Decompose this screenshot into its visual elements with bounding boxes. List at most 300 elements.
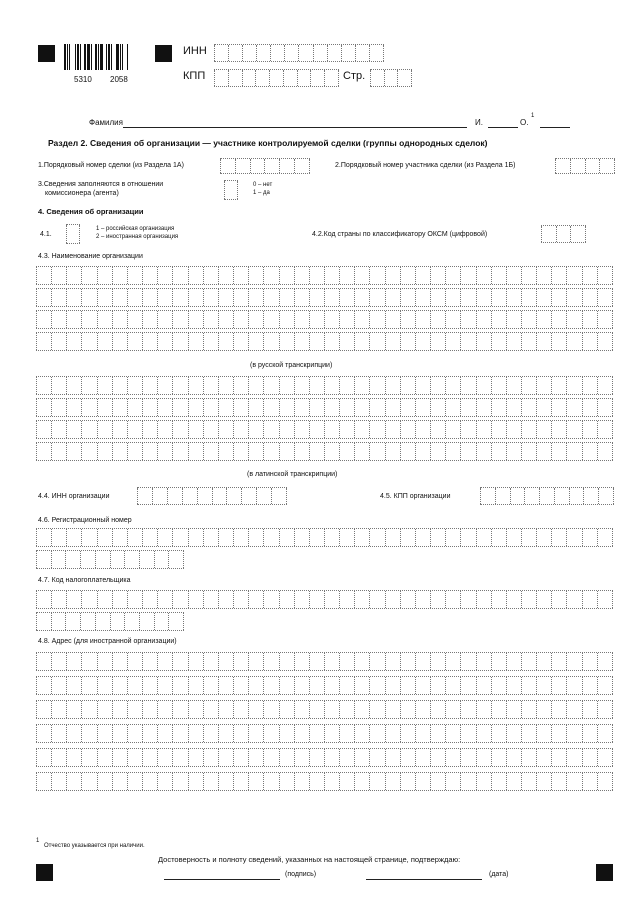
input-cell[interactable]	[521, 443, 536, 460]
input-cell[interactable]	[297, 70, 311, 86]
input-cell[interactable]	[385, 749, 400, 766]
input-cell[interactable]	[354, 529, 369, 546]
input-cell[interactable]	[142, 529, 157, 546]
input-cell[interactable]	[445, 421, 460, 438]
input-cell[interactable]	[476, 653, 491, 670]
input-cell[interactable]	[294, 725, 309, 742]
input-cell[interactable]	[521, 377, 536, 394]
f48-address-row[interactable]	[36, 772, 613, 791]
input-cell[interactable]	[218, 333, 233, 350]
input-cell[interactable]	[506, 311, 521, 328]
input-cell[interactable]	[203, 267, 218, 284]
input-cell[interactable]	[97, 677, 112, 694]
input-cell[interactable]	[81, 421, 96, 438]
input-cell[interactable]	[51, 677, 66, 694]
input-cell[interactable]	[582, 591, 597, 608]
input-cell[interactable]	[309, 725, 324, 742]
input-cell[interactable]	[506, 377, 521, 394]
input-cell[interactable]	[142, 653, 157, 670]
input-cell[interactable]	[400, 377, 415, 394]
input-cell[interactable]	[551, 443, 566, 460]
input-cell[interactable]	[324, 443, 339, 460]
input-cell[interactable]	[415, 399, 430, 416]
input-cell[interactable]	[157, 333, 172, 350]
input-cell[interactable]	[203, 749, 218, 766]
input-cell[interactable]	[415, 749, 430, 766]
input-cell[interactable]	[203, 591, 218, 608]
input-cell[interactable]	[112, 377, 127, 394]
input-cell[interactable]	[81, 591, 96, 608]
input-cell[interactable]	[566, 311, 581, 328]
input-cell[interactable]	[354, 653, 369, 670]
input-cell[interactable]	[415, 677, 430, 694]
input-cell[interactable]	[233, 591, 248, 608]
input-cell[interactable]	[324, 677, 339, 694]
input-cell[interactable]	[65, 613, 80, 630]
input-cell[interactable]	[97, 653, 112, 670]
input-cell[interactable]	[127, 399, 142, 416]
input-cell[interactable]	[255, 70, 269, 86]
input-cell[interactable]	[551, 421, 566, 438]
input-cell[interactable]	[172, 421, 187, 438]
input-cell[interactable]	[233, 653, 248, 670]
input-cell[interactable]	[582, 653, 597, 670]
input-cell[interactable]	[188, 701, 203, 718]
input-cell[interactable]	[294, 159, 310, 173]
input-cell[interactable]	[506, 289, 521, 306]
input-cell[interactable]	[385, 773, 400, 790]
input-cell[interactable]	[188, 529, 203, 546]
input-cell[interactable]	[81, 653, 96, 670]
input-cell[interactable]	[157, 529, 172, 546]
input-cell[interactable]	[582, 333, 597, 350]
input-cell[interactable]	[36, 677, 51, 694]
input-cell[interactable]	[445, 677, 460, 694]
input-cell[interactable]	[476, 421, 491, 438]
input-cell[interactable]	[324, 653, 339, 670]
input-cell[interactable]	[339, 773, 354, 790]
input-cell[interactable]	[309, 591, 324, 608]
f43-russian-row[interactable]	[36, 266, 613, 285]
input-cell[interactable]	[536, 421, 551, 438]
input-cell[interactable]	[263, 311, 278, 328]
input-cell[interactable]	[339, 421, 354, 438]
f46-field-row2[interactable]	[36, 550, 184, 569]
input-cell[interactable]	[369, 529, 384, 546]
input-cell[interactable]	[218, 443, 233, 460]
input-cell[interactable]	[233, 377, 248, 394]
input-cell[interactable]	[400, 773, 415, 790]
input-cell[interactable]	[555, 159, 570, 173]
input-cell[interactable]	[188, 399, 203, 416]
input-cell[interactable]	[309, 377, 324, 394]
input-cell[interactable]	[36, 267, 51, 284]
input-cell[interactable]	[536, 311, 551, 328]
input-cell[interactable]	[536, 591, 551, 608]
input-cell[interactable]	[188, 289, 203, 306]
input-cell[interactable]	[369, 443, 384, 460]
input-cell[interactable]	[203, 677, 218, 694]
input-cell[interactable]	[339, 267, 354, 284]
input-cell[interactable]	[554, 488, 569, 504]
input-cell[interactable]	[430, 289, 445, 306]
input-cell[interactable]	[385, 267, 400, 284]
input-cell[interactable]	[400, 267, 415, 284]
input-cell[interactable]	[154, 551, 169, 568]
input-cell[interactable]	[269, 70, 283, 86]
initial-o-line[interactable]	[540, 127, 570, 128]
input-cell[interactable]	[521, 333, 536, 350]
input-cell[interactable]	[172, 701, 187, 718]
input-cell[interactable]	[582, 701, 597, 718]
input-cell[interactable]	[263, 529, 278, 546]
input-cell[interactable]	[476, 725, 491, 742]
input-cell[interactable]	[369, 377, 384, 394]
input-cell[interactable]	[36, 551, 51, 568]
input-cell[interactable]	[324, 701, 339, 718]
input-cell[interactable]	[369, 267, 384, 284]
input-cell[interactable]	[476, 377, 491, 394]
input-cell[interactable]	[203, 529, 218, 546]
input-cell[interactable]	[415, 289, 430, 306]
input-cell[interactable]	[294, 267, 309, 284]
input-cell[interactable]	[279, 399, 294, 416]
input-cell[interactable]	[597, 677, 613, 694]
input-cell[interactable]	[521, 701, 536, 718]
input-cell[interactable]	[218, 267, 233, 284]
input-cell[interactable]	[218, 311, 233, 328]
input-cell[interactable]	[585, 159, 600, 173]
input-cell[interactable]	[172, 377, 187, 394]
input-cell[interactable]	[172, 289, 187, 306]
input-cell[interactable]	[172, 443, 187, 460]
input-cell[interactable]	[127, 773, 142, 790]
input-cell[interactable]	[279, 591, 294, 608]
input-cell[interactable]	[233, 749, 248, 766]
input-cell[interactable]	[400, 399, 415, 416]
input-cell[interactable]	[51, 311, 66, 328]
input-cell[interactable]	[263, 653, 278, 670]
input-cell[interactable]	[445, 267, 460, 284]
input-cell[interactable]	[66, 267, 81, 284]
input-cell[interactable]	[97, 529, 112, 546]
input-cell[interactable]	[51, 529, 66, 546]
input-cell[interactable]	[582, 677, 597, 694]
input-cell[interactable]	[248, 289, 263, 306]
input-cell[interactable]	[385, 399, 400, 416]
input-cell[interactable]	[324, 333, 339, 350]
input-cell[interactable]	[430, 529, 445, 546]
input-cell[interactable]	[127, 749, 142, 766]
input-cell[interactable]	[400, 333, 415, 350]
input-cell[interactable]	[279, 289, 294, 306]
input-cell[interactable]	[224, 181, 238, 199]
input-cell[interactable]	[400, 701, 415, 718]
input-cell[interactable]	[51, 749, 66, 766]
input-cell[interactable]	[112, 443, 127, 460]
input-cell[interactable]	[36, 529, 51, 546]
input-cell[interactable]	[491, 591, 506, 608]
input-cell[interactable]	[218, 591, 233, 608]
input-cell[interactable]	[248, 443, 263, 460]
f47-field-row2[interactable]	[36, 612, 184, 631]
input-cell[interactable]	[157, 377, 172, 394]
input-cell[interactable]	[566, 773, 581, 790]
surname-line[interactable]	[123, 127, 467, 128]
input-cell[interactable]	[460, 443, 475, 460]
input-cell[interactable]	[66, 773, 81, 790]
input-cell[interactable]	[415, 591, 430, 608]
input-cell[interactable]	[566, 529, 581, 546]
input-cell[interactable]	[521, 289, 536, 306]
input-cell[interactable]	[476, 529, 491, 546]
input-cell[interactable]	[97, 773, 112, 790]
input-cell[interactable]	[248, 267, 263, 284]
input-cell[interactable]	[51, 267, 66, 284]
input-cell[interactable]	[66, 421, 81, 438]
input-cell[interactable]	[97, 421, 112, 438]
input-cell[interactable]	[506, 701, 521, 718]
input-cell[interactable]	[582, 773, 597, 790]
input-cell[interactable]	[430, 267, 445, 284]
input-cell[interactable]	[294, 773, 309, 790]
input-cell[interactable]	[385, 701, 400, 718]
input-cell[interactable]	[551, 377, 566, 394]
f43-russian-row[interactable]	[36, 310, 613, 329]
input-cell[interactable]	[188, 677, 203, 694]
input-cell[interactable]	[385, 529, 400, 546]
input-cell[interactable]	[172, 311, 187, 328]
input-cell[interactable]	[324, 591, 339, 608]
input-cell[interactable]	[188, 591, 203, 608]
input-cell[interactable]	[339, 749, 354, 766]
input-cell[interactable]	[81, 749, 96, 766]
input-cell[interactable]	[157, 725, 172, 742]
input-cell[interactable]	[476, 289, 491, 306]
input-cell[interactable]	[430, 725, 445, 742]
input-cell[interactable]	[536, 443, 551, 460]
input-cell[interactable]	[566, 749, 581, 766]
input-cell[interactable]	[354, 399, 369, 416]
input-cell[interactable]	[51, 551, 66, 568]
input-cell[interactable]	[583, 488, 598, 504]
input-cell[interactable]	[339, 333, 354, 350]
input-cell[interactable]	[582, 377, 597, 394]
input-cell[interactable]	[354, 725, 369, 742]
input-cell[interactable]	[369, 773, 384, 790]
input-cell[interactable]	[551, 333, 566, 350]
input-cell[interactable]	[339, 529, 354, 546]
input-cell[interactable]	[597, 311, 613, 328]
f45-kpp-field[interactable]	[480, 487, 614, 505]
input-cell[interactable]	[354, 289, 369, 306]
input-cell[interactable]	[309, 399, 324, 416]
input-cell[interactable]	[112, 421, 127, 438]
input-cell[interactable]	[279, 333, 294, 350]
input-cell[interactable]	[36, 421, 51, 438]
input-cell[interactable]	[51, 443, 66, 460]
input-cell[interactable]	[127, 529, 142, 546]
input-cell[interactable]	[97, 333, 112, 350]
input-cell[interactable]	[279, 443, 294, 460]
input-cell[interactable]	[491, 725, 506, 742]
input-cell[interactable]	[324, 529, 339, 546]
input-cell[interactable]	[506, 399, 521, 416]
input-cell[interactable]	[248, 701, 263, 718]
input-cell[interactable]	[385, 333, 400, 350]
input-cell[interactable]	[248, 399, 263, 416]
input-cell[interactable]	[445, 289, 460, 306]
input-cell[interactable]	[506, 529, 521, 546]
input-cell[interactable]	[233, 529, 248, 546]
input-cell[interactable]	[597, 749, 613, 766]
input-cell[interactable]	[369, 591, 384, 608]
input-cell[interactable]	[248, 653, 263, 670]
input-cell[interactable]	[36, 443, 51, 460]
input-cell[interactable]	[283, 70, 297, 86]
input-cell[interactable]	[566, 701, 581, 718]
input-cell[interactable]	[95, 613, 110, 630]
input-cell[interactable]	[188, 421, 203, 438]
input-cell[interactable]	[66, 701, 81, 718]
input-cell[interactable]	[81, 333, 96, 350]
input-cell[interactable]	[203, 333, 218, 350]
input-cell[interactable]	[385, 377, 400, 394]
input-cell[interactable]	[445, 591, 460, 608]
input-cell[interactable]	[112, 591, 127, 608]
input-cell[interactable]	[430, 773, 445, 790]
input-cell[interactable]	[597, 653, 613, 670]
input-cell[interactable]	[36, 399, 51, 416]
input-cell[interactable]	[81, 289, 96, 306]
input-cell[interactable]	[112, 701, 127, 718]
input-cell[interactable]	[385, 591, 400, 608]
input-cell[interactable]	[524, 488, 539, 504]
input-cell[interactable]	[142, 773, 157, 790]
input-cell[interactable]	[476, 701, 491, 718]
input-cell[interactable]	[570, 159, 585, 173]
input-cell[interactable]	[566, 443, 581, 460]
input-cell[interactable]	[248, 529, 263, 546]
input-cell[interactable]	[369, 421, 384, 438]
input-cell[interactable]	[188, 773, 203, 790]
input-cell[interactable]	[566, 677, 581, 694]
input-cell[interactable]	[214, 45, 228, 61]
input-cell[interactable]	[369, 725, 384, 742]
input-cell[interactable]	[51, 399, 66, 416]
f43-russian-row[interactable]	[36, 288, 613, 307]
input-cell[interactable]	[51, 653, 66, 670]
input-cell[interactable]	[495, 488, 510, 504]
input-cell[interactable]	[142, 677, 157, 694]
input-cell[interactable]	[218, 677, 233, 694]
input-cell[interactable]	[354, 421, 369, 438]
input-cell[interactable]	[597, 443, 613, 460]
input-cell[interactable]	[476, 267, 491, 284]
f48-address-row[interactable]	[36, 700, 613, 719]
input-cell[interactable]	[510, 488, 525, 504]
input-cell[interactable]	[279, 159, 294, 173]
input-cell[interactable]	[536, 701, 551, 718]
input-cell[interactable]	[354, 333, 369, 350]
input-cell[interactable]	[97, 701, 112, 718]
input-cell[interactable]	[66, 225, 80, 243]
input-cell[interactable]	[445, 773, 460, 790]
input-cell[interactable]	[445, 377, 460, 394]
input-cell[interactable]	[506, 591, 521, 608]
input-cell[interactable]	[566, 725, 581, 742]
input-cell[interactable]	[182, 488, 197, 504]
input-cell[interactable]	[279, 701, 294, 718]
input-cell[interactable]	[445, 443, 460, 460]
input-cell[interactable]	[279, 311, 294, 328]
date-line[interactable]	[366, 879, 482, 880]
input-cell[interactable]	[228, 45, 242, 61]
input-cell[interactable]	[263, 591, 278, 608]
input-cell[interactable]	[127, 333, 142, 350]
f48-address-row[interactable]	[36, 652, 613, 671]
input-cell[interactable]	[309, 289, 324, 306]
input-cell[interactable]	[110, 613, 125, 630]
input-cell[interactable]	[188, 311, 203, 328]
input-cell[interactable]	[188, 267, 203, 284]
input-cell[interactable]	[66, 333, 81, 350]
input-cell[interactable]	[430, 421, 445, 438]
input-cell[interactable]	[36, 725, 51, 742]
input-cell[interactable]	[339, 653, 354, 670]
input-cell[interactable]	[127, 591, 142, 608]
input-cell[interactable]	[66, 591, 81, 608]
input-cell[interactable]	[248, 773, 263, 790]
input-cell[interactable]	[415, 701, 430, 718]
input-cell[interactable]	[157, 421, 172, 438]
input-cell[interactable]	[279, 653, 294, 670]
input-cell[interactable]	[460, 701, 475, 718]
input-cell[interactable]	[415, 773, 430, 790]
input-cell[interactable]	[172, 653, 187, 670]
input-cell[interactable]	[203, 311, 218, 328]
input-cell[interactable]	[127, 421, 142, 438]
input-cell[interactable]	[142, 591, 157, 608]
f43-latin-row[interactable]	[36, 398, 613, 417]
input-cell[interactable]	[248, 725, 263, 742]
input-cell[interactable]	[324, 749, 339, 766]
input-cell[interactable]	[137, 488, 152, 504]
input-cell[interactable]	[476, 399, 491, 416]
input-cell[interactable]	[551, 677, 566, 694]
input-cell[interactable]	[430, 749, 445, 766]
f43-russian-row[interactable]	[36, 332, 613, 351]
input-cell[interactable]	[597, 725, 613, 742]
input-cell[interactable]	[536, 653, 551, 670]
input-cell[interactable]	[597, 267, 613, 284]
input-cell[interactable]	[491, 377, 506, 394]
input-cell[interactable]	[339, 725, 354, 742]
input-cell[interactable]	[142, 701, 157, 718]
input-cell[interactable]	[309, 677, 324, 694]
input-cell[interactable]	[551, 701, 566, 718]
input-cell[interactable]	[203, 725, 218, 742]
input-cell[interactable]	[214, 70, 228, 86]
input-cell[interactable]	[81, 399, 96, 416]
input-cell[interactable]	[566, 399, 581, 416]
input-cell[interactable]	[294, 591, 309, 608]
input-cell[interactable]	[415, 267, 430, 284]
input-cell[interactable]	[341, 45, 355, 61]
input-cell[interactable]	[242, 45, 256, 61]
input-cell[interactable]	[81, 443, 96, 460]
input-cell[interactable]	[309, 421, 324, 438]
